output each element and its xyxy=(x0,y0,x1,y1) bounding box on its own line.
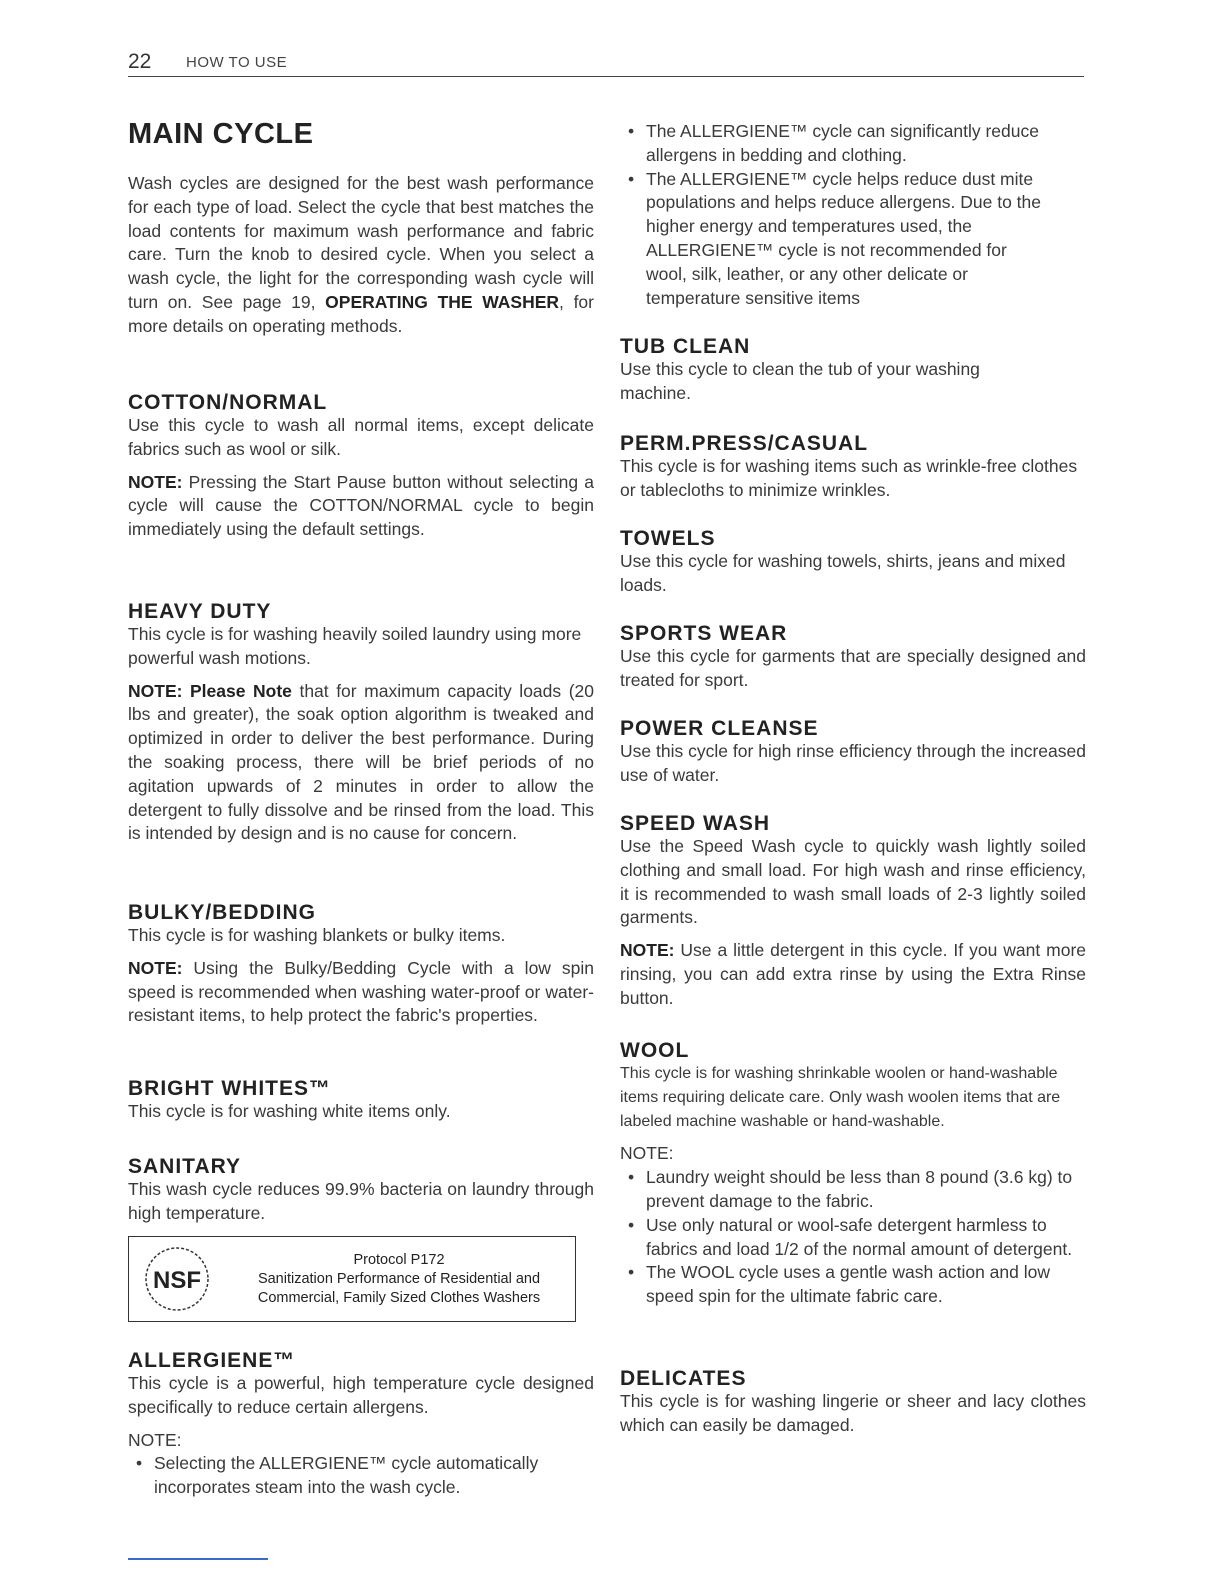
footer-divider xyxy=(128,1558,268,1560)
note-label: NOTE: xyxy=(128,1429,182,1450)
section-note: NOTE: Pressing the Start Pause button without selecting a cycle will cause the COTTON/NORMAL cycle to begin immediately using the default settings. xyxy=(128,471,594,540)
section-power-cleanse xyxy=(620,718,1086,788)
section-heading: BULKY/BEDDING xyxy=(128,901,317,924)
section-text: This cycle is a powerful, high temperature cycle designed specifically to reduce certain allergens. xyxy=(128,1373,594,1417)
list-item: • Selecting the ALLERGIENE™ cycle automatically incorporates steam into the wash cycle. xyxy=(128,1452,594,1500)
section-cotton-normal xyxy=(128,392,594,542)
section-heading: TOWELS xyxy=(620,527,716,550)
section-text: Use this cycle to clean the tub of your washing machine. xyxy=(620,359,980,403)
section-text: This wash cycle reduces 99.9% bacteria on laundry through high temperature. xyxy=(128,1179,594,1223)
section-heading: WOOL xyxy=(620,1039,690,1062)
section-note: NOTE: Using the Bulky/Bedding Cycle with a low spin speed is recommended when washing water-proof or water-resistant items, to help protect the fabric's properties. xyxy=(128,957,594,1026)
section-text: Use this cycle for high rinse efficiency through the increased use of water. xyxy=(620,741,1086,785)
bullet-list xyxy=(620,1166,1086,1309)
section-heading: HEAVY DUTY xyxy=(128,600,272,623)
list-item: • The ALLERGIENE™ cycle helps reduce dust mite populations and helps reduce allergens. Due to the higher energy and temperatures used, the ALLERGIENE™ cycle is not recommended for wool, silk, leather, or any other delicate or temperature sensitive items xyxy=(620,168,1046,311)
list-item: • Use only natural or wool-safe detergent harmless to fabrics and load 1/2 of the normal amount of detergent. xyxy=(620,1214,1086,1262)
section-heading: POWER CLEANSE xyxy=(620,717,819,740)
section-heading: PERM.PRESS/CASUAL xyxy=(620,432,869,455)
page-number: 22 xyxy=(128,50,152,73)
intro-section xyxy=(128,172,594,339)
section-text: This cycle is for washing shrinkable woolen or hand-washable items requiring delicate care. Only wash woolen items that are labeled machine washable or hand-washable. xyxy=(620,1065,1061,1130)
allergiene-continued xyxy=(620,120,1086,310)
section-towels xyxy=(620,528,1086,598)
section-note: NOTE: Use a little detergent in this cycle. If you want more rinsing, you can add extra rinse by using the Extra Rinse button. xyxy=(620,940,1086,1008)
section-heavy-duty xyxy=(128,601,594,846)
svg-text:NSF: NSF xyxy=(153,1267,201,1294)
list-item: • The ALLERGIENE™ cycle can significantly reduce allergens in bedding and clothing. xyxy=(620,120,1046,168)
nsf-protocol-line: Protocol P172 xyxy=(353,1252,445,1268)
bullet-list xyxy=(128,1452,594,1500)
section-text: This cycle is for washing white items only. xyxy=(128,1101,451,1121)
intro-bold-reference: OPERATING THE WASHER xyxy=(325,291,560,312)
list-item: • The WOOL cycle uses a gentle wash action and low speed spin for the ultimate fabric care. xyxy=(620,1261,1086,1309)
section-wool xyxy=(620,1040,1086,1309)
section-tub-clean xyxy=(620,336,1086,406)
section-sanitary xyxy=(128,1156,594,1226)
note-label: NOTE: xyxy=(620,1143,674,1164)
nsf-description-line: Sanitization Performance of Residential and xyxy=(257,1271,541,1287)
section-allergiene xyxy=(128,1350,594,1500)
section-heading: COTTON/NORMAL xyxy=(128,391,328,414)
nsf-description-line: Commercial, Family Sized Clothes Washers xyxy=(257,1290,541,1306)
section-heading: DELICATES xyxy=(620,1367,747,1390)
section-perm-press-casual xyxy=(620,433,1086,503)
page-title: MAIN CYCLE xyxy=(128,118,314,150)
running-title: HOW TO USE xyxy=(186,54,288,71)
section-bright-whites xyxy=(128,1078,594,1124)
section-delicates xyxy=(620,1368,1086,1438)
section-heading: TUB CLEAN xyxy=(620,335,751,358)
section-text: This cycle is for washing heavily soiled laundry using more powerful wash motions. xyxy=(128,624,582,668)
intro-paragraph: Wash cycles are designed for the best wash performance for each type of load. Select the cycle that best matches the load contents for maximum wash performance and fabric care. Turn the knob to desired cycle. When you select a wash cycle, the light for the corresponding wash cycle will turn on. See page 19, OPERATING THE WASHER, for more details on operating methods. xyxy=(128,173,594,336)
section-text: This cycle is for washing blankets or bulky items. xyxy=(128,925,506,945)
nsf-logo-icon xyxy=(143,1245,211,1313)
section-heading: ALLERGIENE™ xyxy=(128,1349,296,1372)
nsf-certification-box xyxy=(128,1236,576,1322)
section-note: NOTE: Please Note that for maximum capacity loads (20 lbs and greater), the soak option algorithm is tweaked and optimized in order to deliver the best performance. During the soaking process, there will be brief periods of no agitation upwards of 2 minutes in order to allow the detergent to fully dissolve and be rinsed from the load. This is intended by design and is no cause for concern. xyxy=(128,680,594,844)
nsf-protocol-text xyxy=(239,1251,559,1308)
section-sports-wear xyxy=(620,623,1086,693)
section-text: Use this cycle to wash all normal items, except delicate fabrics such as wool or silk. xyxy=(128,415,594,459)
section-heading: SPEED WASH xyxy=(620,812,771,835)
section-bulky-bedding xyxy=(128,902,594,1028)
bullet-list xyxy=(620,120,1086,310)
section-text: This cycle is for washing lingerie or sheer and lacy clothes which can easily be damaged. xyxy=(620,1391,1086,1435)
section-text: Use this cycle for garments that are specially designed and treated for sport. xyxy=(620,646,1086,690)
section-text: Use this cycle for washing towels, shirts, jeans and mixed loads. xyxy=(620,551,1066,595)
section-heading: BRIGHT WHITES™ xyxy=(128,1077,331,1100)
list-item: • Laundry weight should be less than 8 pound (3.6 kg) to prevent damage to the fabric. xyxy=(620,1166,1086,1214)
section-text: Use the Speed Wash cycle to quickly wash lightly soiled clothing and small load. For high wash and rinse efficiency, it is recommended to wash small loads of 2-3 lightly soiled garments. xyxy=(620,836,1086,928)
page-header xyxy=(128,48,1084,77)
section-text: This cycle is for washing items such as wrinkle-free clothes or tablecloths to minimize wrinkles. xyxy=(620,456,1078,500)
section-speed-wash xyxy=(620,813,1086,1011)
section-heading: SPORTS WEAR xyxy=(620,622,788,645)
section-heading: SANITARY xyxy=(128,1155,241,1178)
